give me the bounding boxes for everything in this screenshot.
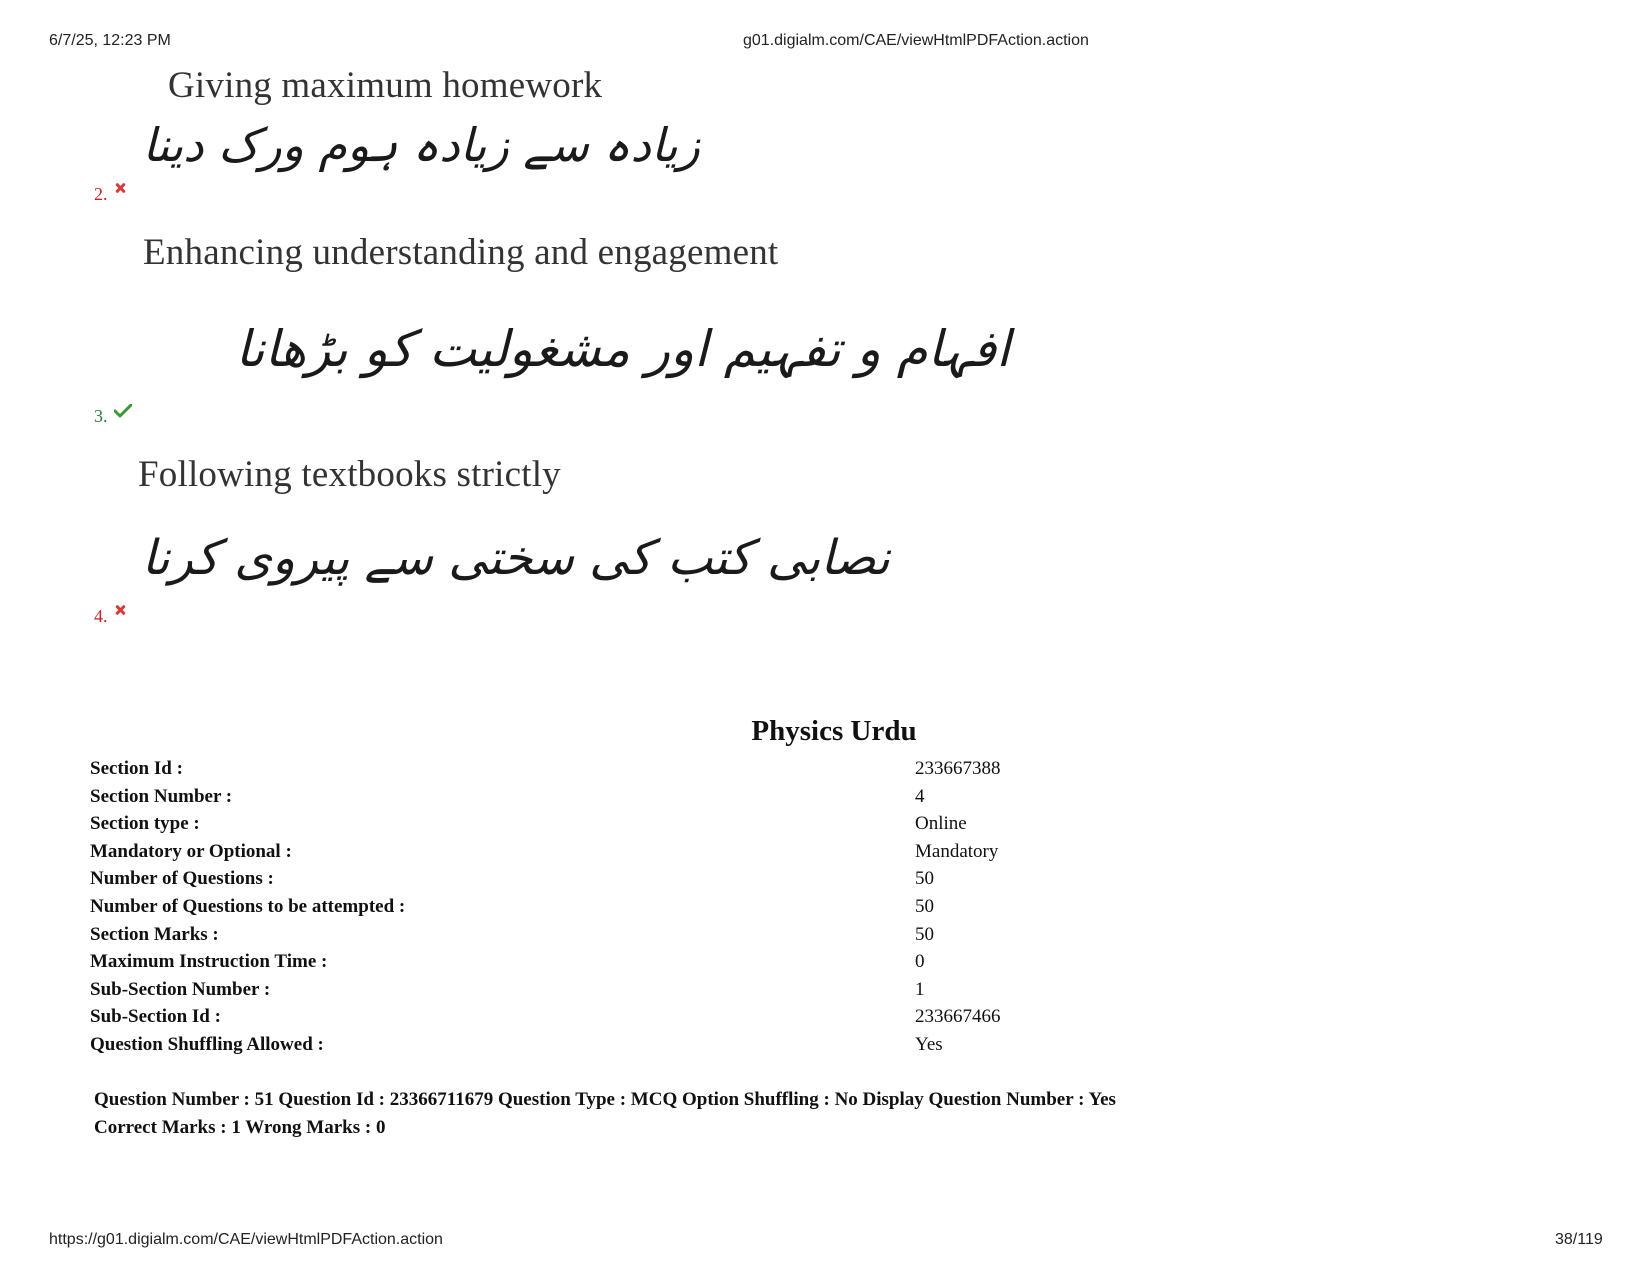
section-info-value: Yes bbox=[915, 1033, 943, 1055]
section-info-row bbox=[90, 893, 1001, 921]
section-info-label: Section Marks : bbox=[90, 923, 219, 945]
print-datetime: 6/7/25, 12:23 PM bbox=[49, 32, 171, 49]
section-info-label: Sub-Section Number : bbox=[90, 978, 271, 1000]
section-info-row bbox=[90, 755, 1001, 783]
section-info-label: Number of Questions to be attempted : bbox=[90, 895, 406, 917]
print-url-title: g01.digialm.com/CAE/viewHtmlPDFAction.action bbox=[743, 32, 1089, 49]
section-info-value: 233667466 bbox=[915, 1006, 1001, 1028]
section-title: Physics Urdu bbox=[751, 715, 917, 747]
question-marks-line: Correct Marks : 1 Wrong Marks : 0 bbox=[94, 1117, 386, 1138]
section-info-label: Maximum Instruction Time : bbox=[90, 951, 328, 973]
section-info-row bbox=[90, 1003, 1001, 1031]
section-info-value: 4 bbox=[915, 785, 925, 807]
section-info-label: Section type : bbox=[90, 813, 200, 835]
question-meta-line: Question Number : 51 Question Id : 23366711679 Question Type : MCQ Option Shuffling : No Display Question Number : Yes bbox=[94, 1089, 1116, 1110]
option-3-urdu: افہام و تفہیم اور مشغولیت کو بڑھانا bbox=[235, 320, 1010, 378]
option-2-label: 2. bbox=[94, 184, 108, 204]
section-info-label: Section Id : bbox=[90, 758, 183, 779]
section-info-row bbox=[90, 838, 1001, 866]
section-info-label: Question Shuffling Allowed : bbox=[90, 1033, 324, 1055]
option-4-label: 4. bbox=[94, 606, 108, 626]
option-4-number bbox=[94, 604, 126, 627]
section-info-value: 233667388 bbox=[915, 758, 1001, 779]
section-info-row bbox=[90, 921, 1001, 949]
section-info-row bbox=[90, 783, 1001, 811]
section-info-label: Sub-Section Id : bbox=[90, 1006, 221, 1028]
page-number: 38/119 bbox=[1555, 1231, 1603, 1248]
section-info-row bbox=[90, 865, 1001, 893]
section-info-row bbox=[90, 948, 1001, 976]
option-2-urdu: زیادہ سے زیادہ ہوم ورک دینا bbox=[142, 118, 700, 172]
option-4-english: Following textbooks strictly bbox=[138, 454, 561, 495]
section-info-table bbox=[90, 755, 1001, 1059]
cross-icon bbox=[114, 604, 126, 616]
section-info-value: Online bbox=[915, 813, 967, 835]
section-info-row bbox=[90, 976, 1001, 1004]
section-info-value: Mandatory bbox=[915, 840, 999, 862]
option-4-urdu: نصابی کتب کی سختی سے پیروی کرنا bbox=[141, 530, 890, 586]
option-2-number bbox=[94, 182, 126, 205]
section-info-row bbox=[90, 1031, 1001, 1059]
check-icon bbox=[114, 404, 132, 418]
section-info-value: 1 bbox=[915, 978, 925, 1000]
option-3-label: 3. bbox=[94, 406, 108, 426]
section-info-value: 50 bbox=[915, 868, 934, 890]
section-info-value: 50 bbox=[915, 895, 934, 917]
option-3-number bbox=[94, 404, 132, 427]
section-info-value: 0 bbox=[915, 951, 925, 973]
section-info-label: Number of Questions : bbox=[90, 868, 274, 890]
option-2-english: Giving maximum homework bbox=[168, 65, 603, 106]
section-info-label: Section Number : bbox=[90, 785, 233, 807]
option-3-english: Enhancing understanding and engagement bbox=[143, 232, 779, 273]
footer-url: https://g01.digialm.com/CAE/viewHtmlPDFAction.action bbox=[49, 1231, 443, 1248]
section-info-row bbox=[90, 810, 1001, 838]
cross-icon bbox=[114, 182, 126, 194]
section-info-label: Mandatory or Optional : bbox=[90, 840, 292, 862]
section-info-value: 50 bbox=[915, 923, 934, 945]
